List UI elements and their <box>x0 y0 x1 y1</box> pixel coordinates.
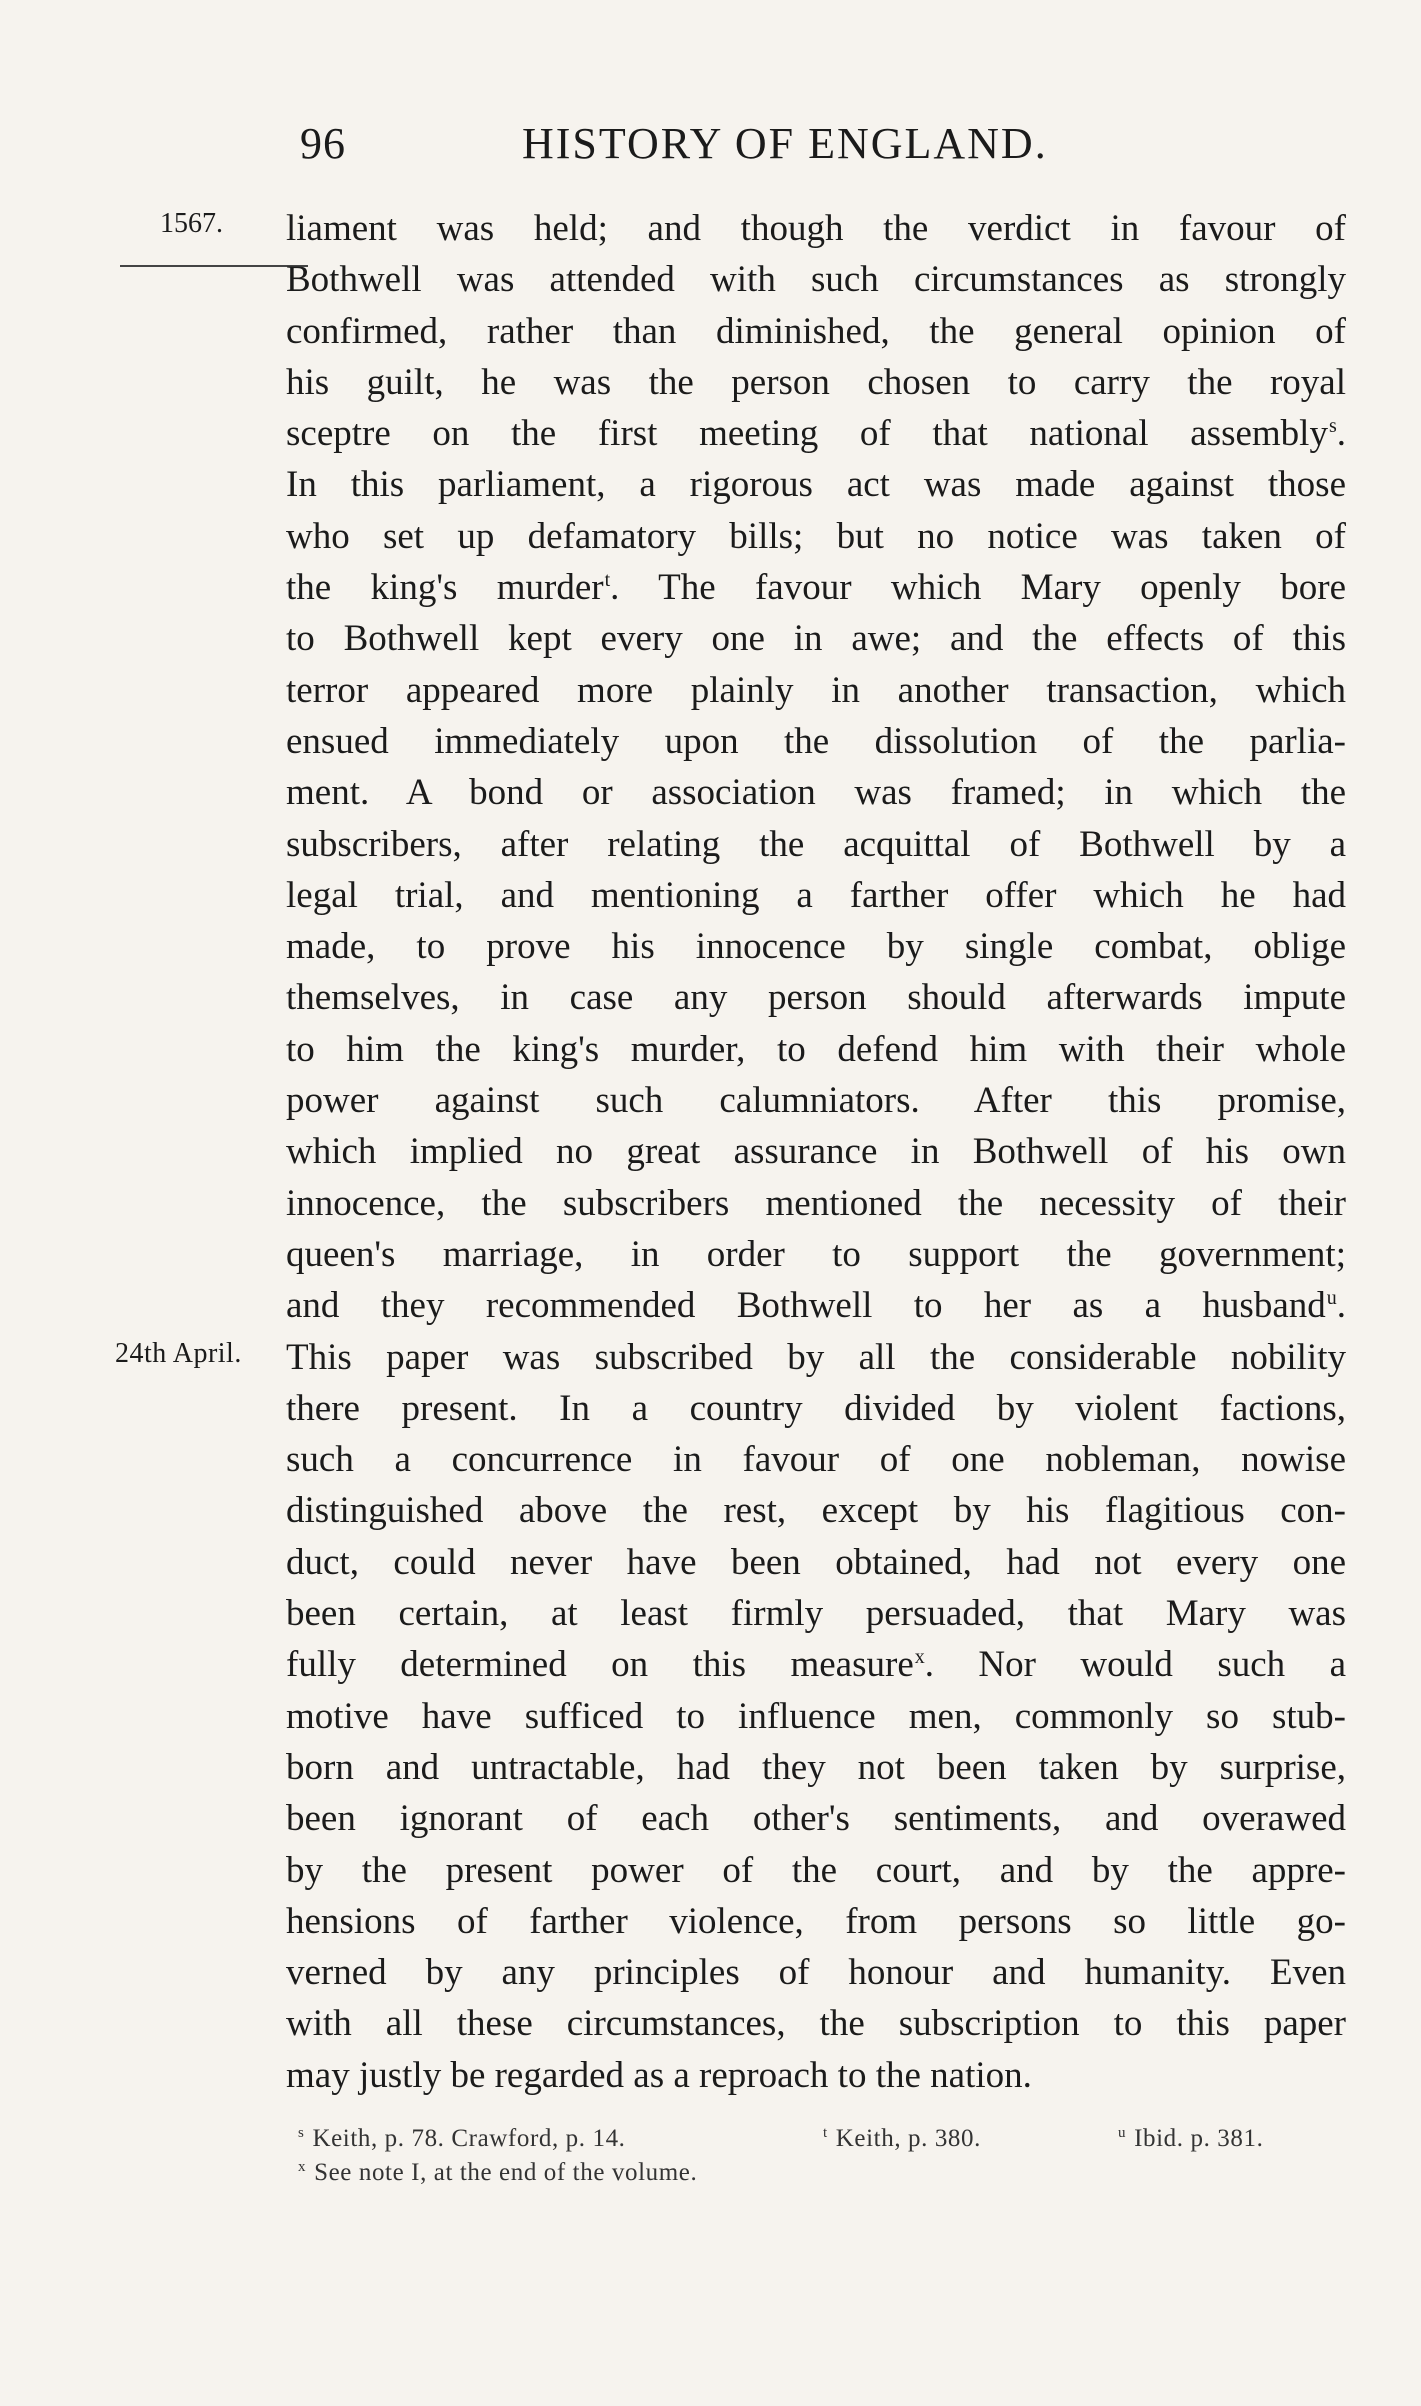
footnote-mark: x <box>298 2158 307 2175</box>
text-line-tail: . Nor would such a <box>924 1644 1346 1686</box>
text-line: innocence, the subscribers mentioned the necessity of their <box>286 1182 1346 1224</box>
text-line: legal trial, and mentioning a farther offer which he had <box>286 874 1346 916</box>
margin-year: 1567. <box>160 208 223 239</box>
text-line: confirmed, rather than diminished, the general opinion of <box>286 310 1346 352</box>
text-line: motive have sufficed to influence men, commonly so stub- <box>286 1695 1346 1737</box>
footnote-text: Ibid. p. 381. <box>1134 2125 1264 2152</box>
text-line: Bothwell was attended with such circumstances as strongly <box>286 259 1346 301</box>
text-line: queen's marriage, in order to support the government; <box>286 1233 1346 1275</box>
footnote-ref: x <box>914 1645 925 1668</box>
text-line: such a concurrence in favour of one nobleman, nowise <box>286 1439 1346 1481</box>
text-line: born and untractable, had they not been taken by surprise, <box>286 1746 1346 1788</box>
text-line-tail: . <box>1336 1285 1346 1327</box>
text-line <box>286 562 1346 613</box>
text-line: power against such calumniators. After this promise, <box>286 1080 1346 1122</box>
text-line: there present. In a country divided by violent factions, <box>286 1387 1346 1429</box>
text-line: to him the king's murder, to defend him with their whole <box>286 1028 1346 1070</box>
text-line-tail: . The favour which Mary openly bore <box>610 567 1346 609</box>
book-title: HISTORY OF ENGLAND. <box>522 119 1048 168</box>
footnote-ref: u <box>1326 1286 1337 1309</box>
text-line: made, to prove his innocence by single combat, oblige <box>286 926 1346 968</box>
text-line: terror appeared more plainly in another transaction, which <box>286 669 1346 711</box>
text-line: by the present power of the court, and by the appre- <box>286 1849 1346 1891</box>
text-line: In this parliament, a rigorous act was made against those <box>286 464 1346 506</box>
footnote-row <box>298 2122 1346 2156</box>
text-line: This paper was subscribed by all the considerable nobility <box>286 1336 1346 1378</box>
text-line-main: sceptre on the first meeting of that national assembly <box>286 413 1328 455</box>
text-line: ment. A bond or association was framed; in which the <box>286 772 1346 814</box>
text-line-main: the king's murder <box>286 567 604 609</box>
text-line-main: and they recommended Bothwell to her as a husband <box>286 1285 1326 1327</box>
footnotes <box>298 2122 1346 2190</box>
text-line: been ignorant of each other's sentiments, and overawed <box>286 1798 1346 1840</box>
footnote-t <box>823 2122 981 2156</box>
footnote-text: Keith, p. 78. Crawford, p. 14. <box>312 2125 626 2152</box>
text-line: who set up defamatory bills; but no notice was taken of <box>286 515 1346 557</box>
footnote-ref: s <box>1328 414 1337 437</box>
text-line: to Bothwell kept every one in awe; and the effects of this <box>286 618 1346 660</box>
text-line-tail: . <box>1336 413 1346 455</box>
text-line: his guilt, he was the person chosen to carry the royal <box>286 361 1346 403</box>
running-head <box>0 118 1421 178</box>
footnote-mark: s <box>298 2124 305 2141</box>
text-line: themselves, in case any person should afterwards impute <box>286 977 1346 1019</box>
text-line: liament was held; and though the verdict in favour of <box>286 208 1346 249</box>
footnote-text: Keith, p. 380. <box>835 2125 981 2152</box>
text-line: distinguished above the rest, except by his flagitious con- <box>286 1490 1346 1532</box>
footnote-ref: t <box>604 568 611 591</box>
footnote-u <box>1118 2122 1263 2156</box>
text-line <box>286 1280 1346 1331</box>
margin-date: 24th April. <box>115 1338 242 1369</box>
footnote-s <box>298 2122 626 2156</box>
margin-divider <box>120 265 308 267</box>
text-line: with all these circumstances, the subscription to this paper <box>286 2003 1346 2045</box>
footnote-x <box>298 2156 697 2190</box>
text-line: which implied no great assurance in Bothwell of his own <box>286 1131 1346 1173</box>
footnote-row <box>298 2156 1346 2190</box>
text-line: ensued immediately upon the dissolution of the parlia- <box>286 720 1346 762</box>
text-line: been certain, at least firmly persuaded, that Mary was <box>286 1593 1346 1635</box>
footnote-text: See note I, at the end of the volume. <box>314 2159 698 2186</box>
text-line: may justly be regarded as a reproach to the nation. <box>286 2054 1032 2096</box>
text-line: hensions of farther violence, from persons so little go- <box>286 1900 1346 1942</box>
footnote-mark: u <box>1118 2124 1127 2141</box>
text-line: duct, could never have been obtained, had not every one <box>286 1541 1346 1583</box>
text-line <box>286 1639 1346 1690</box>
text-line: subscribers, after relating the acquittal of Bothwell by a <box>286 823 1346 865</box>
footnote-mark: t <box>823 2124 828 2141</box>
text-line: verned by any principles of honour and humanity. Even <box>286 1952 1346 1994</box>
text-line-main: fully determined on this measure <box>286 1644 914 1686</box>
text-line <box>286 408 1346 459</box>
page-number: 96 <box>300 119 346 168</box>
body-text <box>286 203 1346 2101</box>
